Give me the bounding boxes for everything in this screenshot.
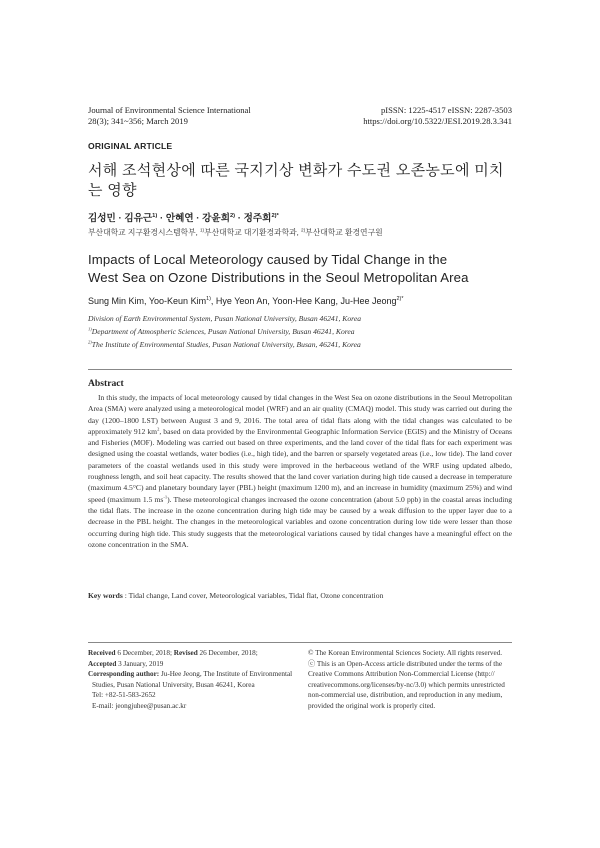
affil-sup: 2) — [301, 227, 306, 233]
english-authors — [88, 296, 403, 306]
section-divider — [88, 369, 512, 370]
corresponding-text: Ju-Hee Jeong, The Institute of Environmental — [159, 670, 293, 679]
author-sup: 2) — [229, 212, 236, 219]
received-date: 6 December, 2018; — [115, 649, 174, 657]
article-type: ORIGINAL ARTICLE — [88, 141, 173, 151]
received-line — [88, 648, 298, 659]
korean-author: 안혜연 — [165, 213, 194, 224]
korean-affiliation-part: 부산대학교 대기환경과학과, — [204, 228, 301, 237]
doi-link[interactable]: https://doi.org/10.5322/JESI.2019.28.3.341 — [363, 116, 512, 126]
email-link[interactable]: E-mail: jeongjuhee@pusan.ac.kr — [92, 701, 187, 710]
keywords — [88, 591, 383, 600]
journal-header-right — [363, 105, 512, 127]
korean-author: 강윤희 — [202, 213, 230, 224]
english-affiliation-1 — [88, 314, 361, 323]
abstract-body — [88, 392, 512, 550]
license-line: ⓒ This is an Open-Access article distributed under the terms of the — [308, 659, 503, 668]
author-separator: · — [235, 213, 244, 224]
footer-dates — [88, 648, 298, 712]
abstract-heading: Abstract — [88, 378, 124, 389]
affiliation-text: Division of Earth Environmental System, Pusan National University, Busan 46241, Korea — [88, 314, 362, 323]
korean-affiliation-part: 부산대학교 환경연구원 — [305, 228, 383, 237]
copyright-line: © The Korean Environmental Sciences Society. All rights reserved. — [308, 649, 503, 657]
author-sup: 2)* — [396, 296, 404, 302]
keywords-text: : Tidal change, Land cover, Meteorological variables, Tidal flat, Ozone concentration — [122, 591, 384, 600]
footer-license — [308, 648, 512, 712]
english-affiliation-2 — [88, 327, 355, 336]
corresponding-line — [88, 669, 298, 680]
author-sup: 1) — [152, 212, 158, 219]
english-authors-part: Sung Min Kim, Yoo-Keun Kim — [88, 296, 207, 306]
english-title — [88, 251, 528, 287]
revised-label: Revised — [173, 649, 198, 657]
corresponding-label: Corresponding author: — [88, 670, 160, 679]
accepted-label: Accepted — [88, 659, 117, 668]
english-affiliation-3 — [88, 340, 361, 349]
author-sup: 1) — [206, 296, 211, 302]
author-separator: · — [193, 213, 203, 224]
telephone: Tel: +82-51-583-2652 — [92, 691, 156, 700]
affiliation-text: The Institute of Environmental Studies, Pusan National University, Busan, 46241, Korea — [91, 340, 361, 349]
author-sup: 2)* — [271, 212, 279, 219]
affil-sup: 1) — [199, 227, 205, 233]
affil-sup: 1) — [88, 326, 92, 332]
keywords-label: Key words — [88, 591, 123, 600]
footer-divider — [88, 642, 512, 643]
korean-affiliation-part: 부산대학교 지구환경시스템학부, — [88, 228, 200, 237]
abstract-text: In this study, the impacts of local meteorology caused by tidal changes in the West Sea on ozone distributions in the Seoul Metropolitan Area (SMA) were analyzed using a meteorological model (WRF) and an air quality (CMAQ) model. This study was carried out during the day (1200–1800 LST) between August 3 and 9, 2016. The total area of tidal flats along with the tidal changes was calculated to be approximately 912 km — [88, 393, 512, 436]
accepted-line — [88, 659, 298, 670]
korean-author: 김성민 — [88, 213, 116, 224]
affiliation-text: Department of Atmospheric Sciences, Pusan National University, Busan 46241, Korea — [91, 327, 355, 336]
abstract-sup: -1 — [163, 494, 168, 500]
korean-author: 정주희 — [243, 213, 272, 224]
korean-author: 김유근 — [124, 213, 153, 224]
license-link-line[interactable]: creativecommons.org/licenses/by-nc/3.0) which permits unrestricted — [308, 680, 505, 689]
english-title-line: Impacts of Local Meteorology caused by Tidal Change in the — [88, 252, 448, 267]
accepted-date: 3 January, 2019 — [116, 659, 164, 668]
english-authors-part: , Hye Yeon An, Yoon-Hee Kang, Ju-Hee Jeong — [210, 296, 397, 306]
author-separator: · — [157, 213, 166, 224]
corresponding-address: Studies, Pusan National University, Busan 46241, Korea — [92, 680, 255, 689]
issn: pISSN: 1225-4517 eISSN: 2287-3503 — [380, 105, 512, 115]
abstract-text: , based on data provided by the Environmental Geographic Information Service (EGIS) and the Ministry of Oceans and Fisheries (MOF). Modeling was carried out based on three experiments, and the land cover of the tidal flats for each experiment was designed using the coastal wetlands, water bodies (i.e., high tide), and the barren or sparsely vegetated areas (i.e., low tide). The land cover parameters of the coastal wetlands used in this study were improved in the herbaceous wetland of the WRF using updated albedo, roughness length, and soil heat capacity. The results showed that the land cover variation during high tide caused a decrease in temperature (maximum 4.5°C) and planetary boundary layer (PBL) height (maximum 1200 m), and an increase in humidity (maximum 25%) and wind speed (maximum 1.5 ms — [88, 426, 512, 504]
affil-sup: 2) — [88, 339, 92, 345]
abstract-sup: 2 — [157, 426, 160, 432]
author-separator: · — [115, 213, 125, 224]
volume-info: 28(3); 341~356; March 2019 — [88, 116, 188, 126]
journal-header-left — [88, 105, 251, 127]
license-line: non-commercial use, distribution, and reproduction in any medium, — [308, 691, 503, 700]
license-line: Creative Commons Attribution Non-Commercial License (http:// — [308, 670, 495, 679]
korean-affiliation — [88, 227, 383, 238]
english-title-line: West Sea on Ozone Distributions in the Seoul Metropolitan Area — [88, 270, 469, 285]
journal-name: Journal of Environmental Science International — [88, 105, 251, 115]
license-line: provided the original work is properly cited. — [308, 701, 436, 710]
korean-title: 서해 조석현상에 따른 국지기상 변화가 수도권 오존농도에 미치는 영향 — [88, 162, 504, 199]
received-label: Received — [88, 649, 116, 657]
abstract-text: ). These meteorological changes increased the ozone concentration (about 5.0 ppb) in the coastal areas including the tidal flats. The increase in the ozone concentration during high tide may be caused by a weak diffusion to the upper layer due to a decrease in the PBL height. The changes in the meteorological variables and ozone concentration during low tide were lesser than those occurring during high tide. This study suggests that the meteorological variations caused by tidal changes have a meaningful effect on the ozone concentration in the SMA. — [88, 494, 512, 549]
revised-date: 26 December, 2018; — [197, 649, 258, 657]
korean-authors — [88, 210, 279, 224]
